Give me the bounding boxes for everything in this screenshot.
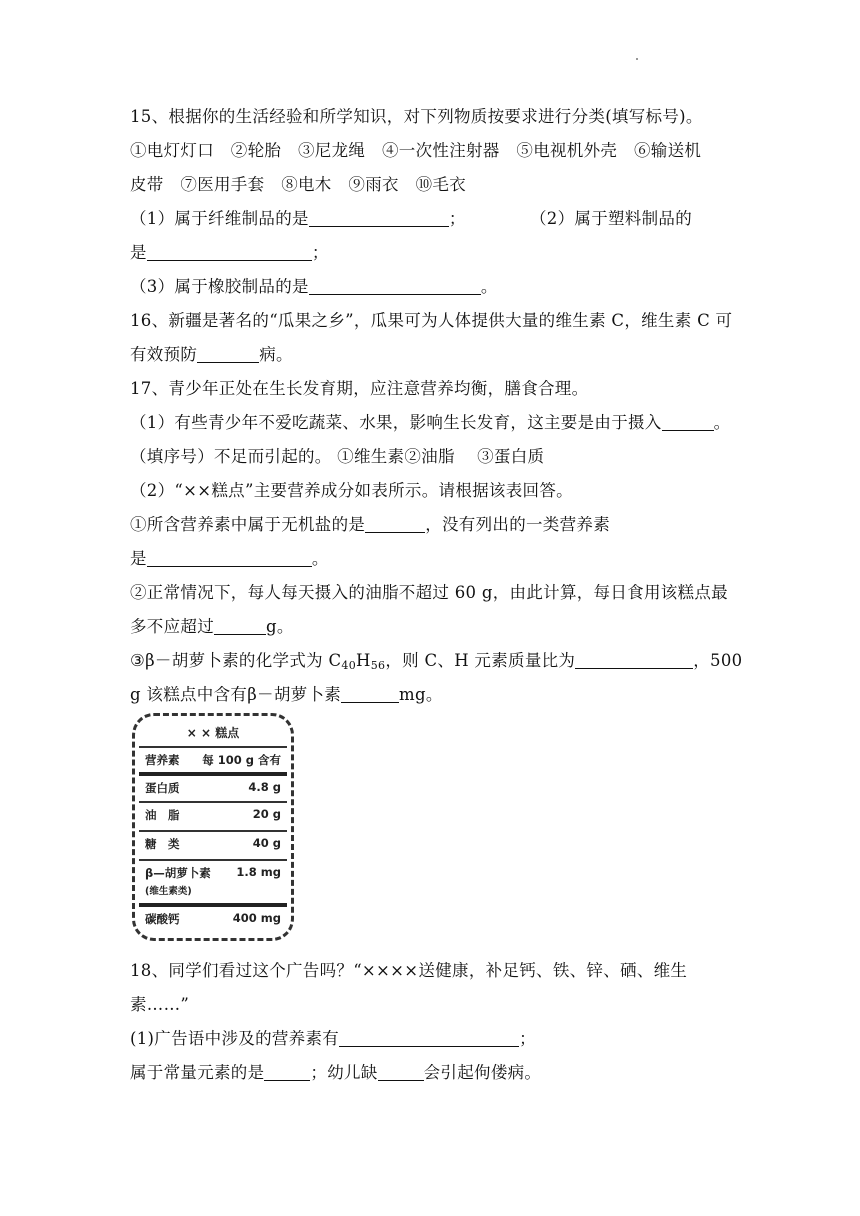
q17-s3-sub1: 40 (341, 659, 357, 672)
label-row-value: 400 mg (232, 911, 281, 925)
q17-s3-text-c: ，500 (693, 651, 743, 670)
q17-s1-text-d: 。 (311, 549, 329, 568)
scan-dot (636, 58, 638, 60)
q17-sub1-cont (130, 549, 329, 569)
q15-part2-cont (130, 243, 329, 263)
q17-part2: （2）“××糕点”主要营养成分如表所示。请根据该表回答。 (130, 481, 573, 500)
q15-p1-blank[interactable] (309, 210, 449, 227)
q15-part1 (130, 209, 466, 229)
q15-items-line1: ①电灯灯口 ②轮胎 ③尼龙绳 ④一次性注射器 ⑤电视机外壳 ⑥输送机 (130, 141, 702, 160)
label-row-value: 4.8 g (248, 780, 281, 794)
q18-part1 (130, 1029, 536, 1049)
q15-p2-cont: 是 (130, 243, 147, 262)
q17-sub2-line1: ②正常情况下，每人每天摄入的油脂不超过 60 g，由此计算，每日食用该糕点最 (130, 583, 728, 602)
q17-sub2-line2 (130, 617, 294, 637)
q16-blank[interactable] (197, 346, 259, 363)
q16-line1: 16、新疆是著名的“瓜果之乡”，瓜果可为人体提供大量的维生素 C，维生素 C 可 (130, 311, 733, 330)
q17-sub3-line2 (130, 685, 443, 705)
q17-sub1 (130, 515, 610, 535)
q17-s3-line2-a: g 该糕点中含有β－胡萝卜素 (130, 685, 342, 704)
q17-stem: 17、青少年正处在生长发育期，应注意营养均衡，膳食合理。 (130, 379, 589, 398)
q18-p1-blank[interactable] (339, 1030, 519, 1047)
q18-text-b: ；幼儿缺 (310, 1063, 378, 1082)
q15-p1-end: ； (448, 209, 466, 228)
q15-p3-blank[interactable] (309, 278, 481, 295)
label-row-name: β—胡萝卜素 (145, 866, 211, 880)
q17-s3-h: H (356, 651, 371, 670)
q15-stem: 15、根据你的生活经验和所学知识，对下列物质按要求进行分类(填写标号)。 (130, 107, 703, 126)
q17-s3-line2-b: mg。 (399, 685, 443, 704)
q15-p2-text: （2）属于塑料制品的 (530, 209, 692, 228)
label-row-name: 碳酸钙 (145, 912, 180, 926)
label-header-value: 每 100 g 含有 (202, 753, 281, 767)
q15-p1-text: （1）属于纤维制品的是 (130, 209, 309, 228)
q17-s3-sub2: 56 (370, 659, 386, 672)
q18-line4 (130, 1063, 541, 1083)
q15-p2-end: ； (311, 243, 329, 262)
q17-s2-text-b: g。 (266, 617, 294, 636)
label-row (139, 801, 287, 831)
label-row-name: 蛋白质 (145, 781, 180, 795)
label-row (139, 903, 287, 935)
label-header-name: 营养素 (145, 753, 180, 767)
q17-s3-blank2[interactable] (341, 686, 399, 703)
q17-s1-text-b: ，没有列出的一类营养素 (425, 515, 611, 534)
q17-s1-blank2[interactable] (147, 550, 312, 567)
q18-line1: 18、同学们看过这个广告吗？“××××送健康，补足钙、铁、锌、硒、维生 (130, 961, 688, 980)
q17-s1-text-a: ①所含营养素中属于无机盐的是 (130, 515, 366, 534)
q17-p1-blank[interactable] (662, 414, 714, 431)
q15-p2-blank[interactable] (147, 244, 312, 261)
q18-line2: 素……” (130, 995, 190, 1014)
q16-text-a: 有效预防 (130, 345, 198, 364)
q18-blank2[interactable] (378, 1064, 424, 1081)
label-row-name: 糖 类 (145, 837, 180, 851)
label-row-value: 20 g (252, 807, 281, 821)
q15-p3-text: （3）属于橡胶制品的是 (130, 277, 309, 296)
label-row-note: (维生素类) (145, 886, 192, 897)
q17-s1-text-c: 是 (130, 549, 147, 568)
q15-part3 (130, 277, 498, 297)
q17-part1 (130, 413, 730, 433)
q17-s3-blank1[interactable] (575, 652, 693, 669)
label-row (139, 772, 287, 804)
q17-s3-text-b: ，则 C、H 元素质量比为 (385, 651, 576, 670)
q17-s3-text-a: ③β－胡萝卜素的化学式为 C (130, 651, 342, 670)
q18-text-a: 属于常量元素的是 (130, 1063, 265, 1082)
q18-blank1[interactable] (264, 1064, 310, 1081)
q17-p1-end: 。 (713, 413, 731, 432)
q17-sub3-line1 (130, 651, 742, 671)
q18-p1-text: (1)广告语中涉及的营养素有 (130, 1029, 340, 1048)
q15-p3-end: 。 (480, 277, 498, 296)
q15-items-line2: 皮带 ⑦医用手套 ⑧电木 ⑨雨衣 ⑩毛衣 (130, 175, 466, 194)
label-header-row (139, 746, 287, 774)
nutrition-label (132, 713, 294, 941)
q17-s1-blank1[interactable] (365, 516, 425, 533)
label-row-name: 油 脂 (145, 808, 180, 822)
label-row (139, 830, 287, 860)
label-row-value: 1.8 mg (236, 865, 281, 879)
label-row-value: 40 g (252, 836, 281, 850)
q16-text-b: 病。 (259, 345, 293, 364)
label-title: × × 糕点 (186, 726, 240, 740)
label-row (139, 859, 287, 905)
q18-p1-end: ； (519, 1029, 536, 1048)
q17-s2-blank[interactable] (214, 618, 266, 635)
q17-p1-line2: （填序号）不足而引起的。 ①维生素②油脂 ③蛋白质 (130, 447, 545, 466)
q17-s2-text-a: 多不应超过 (130, 617, 214, 636)
q17-p1-text: （1）有些青少年不爱吃蔬菜、水果，影响生长发育，这主要是由于摄入 (130, 413, 662, 432)
q18-text-c: 会引起佝偻病。 (423, 1063, 542, 1082)
q16-line2 (130, 345, 293, 365)
